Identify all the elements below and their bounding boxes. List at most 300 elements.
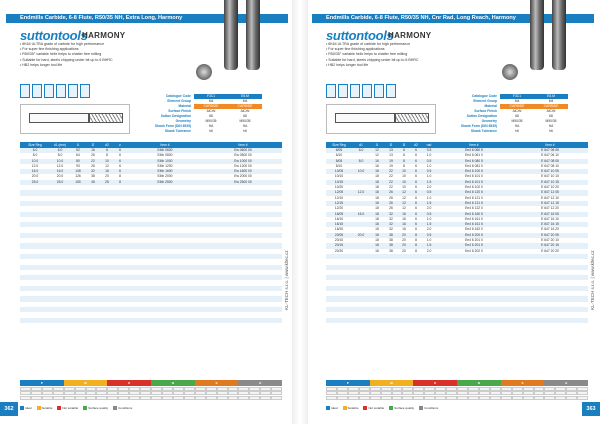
table-cell: 12.0 (31, 163, 39, 168)
table-cell: 8 (415, 243, 417, 248)
legend-item (57, 406, 78, 410)
material-cell (64, 396, 75, 400)
table-cell: 20/10 (334, 238, 344, 243)
spec-value-2: E6.M (534, 94, 568, 99)
table-cell: 22 (91, 158, 95, 163)
spec-value-1: CARBIDE (194, 104, 228, 109)
spec-value-1: M50/35 (205, 119, 217, 123)
table-cell: 32 (389, 222, 393, 227)
table-cell: 20 (402, 248, 406, 253)
table-cell: 18 (375, 216, 379, 221)
table-cell: 20/15 (334, 243, 344, 248)
table-cell: 6 (415, 185, 417, 190)
table-cell: 20.0 (357, 232, 365, 237)
table-cell: E 647 20 05 (541, 232, 559, 237)
table-cell: 16/10 (334, 216, 344, 221)
material-group: S (501, 380, 545, 386)
catalog-page-right (312, 0, 594, 424)
table-cell: 38 (91, 174, 95, 179)
table-cell: 16 (402, 216, 406, 221)
feature-list (20, 42, 170, 68)
table-cell: 2.0 (426, 227, 432, 232)
material-cell (523, 396, 534, 400)
material-cell (490, 391, 501, 395)
table-cell: E4th 1200 (157, 163, 173, 168)
table-header-cell: l1 (375, 143, 379, 147)
material-row (326, 391, 588, 395)
table-cell: 6 (415, 148, 417, 152)
material-row (20, 396, 282, 400)
material-cell (173, 387, 184, 391)
material-cell (381, 387, 392, 391)
material-cell (337, 391, 348, 395)
material-header (326, 380, 588, 386)
tool-photo-2 (246, 0, 260, 70)
legend-item (326, 406, 338, 410)
material-cell (577, 391, 588, 395)
spec-label: Surface Finish (474, 109, 497, 113)
product-table (20, 142, 282, 328)
material-cell (402, 387, 413, 391)
material-cell (249, 387, 260, 391)
material-cell (479, 391, 490, 395)
table-cell: Ee4 6 121 5 (465, 200, 483, 205)
table-cell: 20/05 (334, 232, 344, 237)
material-cell (544, 396, 555, 400)
table-cell: 16.0 (357, 211, 365, 216)
spec-label: Material (178, 104, 191, 108)
spec-value-2: h6 (549, 129, 553, 133)
vertical-web-text: KL-TECH s.r.o. | www.kltec.cz (590, 250, 595, 310)
legend-label: Not suitable (62, 406, 79, 410)
table-cell: 18 (375, 206, 379, 211)
legend-swatch (83, 406, 87, 410)
material-cell (86, 391, 97, 395)
legend-label: Ideal (25, 406, 32, 410)
material-cell (217, 387, 228, 391)
legend (326, 406, 438, 410)
product-table (326, 142, 588, 328)
material-cell (96, 396, 107, 400)
legend-swatch (20, 406, 24, 410)
legend-swatch (57, 406, 61, 410)
material-cell (468, 396, 479, 400)
legend-item (389, 406, 414, 410)
spec-label: Shank Tolerance (164, 129, 191, 133)
table-cell: 32 (91, 169, 95, 174)
material-cell (228, 387, 239, 391)
table-cell: 6.0 (32, 148, 38, 152)
material-cell (435, 396, 446, 400)
legend-swatch (343, 406, 347, 410)
material-suitability-chart (326, 380, 588, 400)
table-cell: 32 (389, 216, 393, 221)
feature-item: • R50/35° variable helix helps to chatter free milling (20, 52, 102, 57)
table-cell: 19 (389, 163, 393, 168)
table-cell: E 647 20 20 (541, 248, 559, 253)
table-cell: 8 (119, 179, 121, 184)
material-cell (555, 391, 566, 395)
table-cell: 12 (402, 190, 406, 195)
material-cell (129, 396, 140, 400)
material-cell (566, 391, 577, 395)
material-cell (151, 391, 162, 395)
material-cell (577, 396, 588, 400)
material-group: S (195, 380, 239, 386)
table-cell: 8 (119, 174, 121, 179)
legend (20, 406, 132, 410)
table-header-cell: Size Reg (28, 143, 42, 147)
material-cell (337, 396, 348, 400)
material-cell (534, 396, 545, 400)
flute-icon (56, 84, 66, 98)
legend-item (419, 406, 438, 410)
material-cell (195, 391, 206, 395)
table-cell: Ee4 6 202 0 (465, 248, 483, 253)
table-cell: E 647 16 20 (541, 227, 559, 232)
material-suitability-chart (20, 380, 282, 400)
table-cell: Ee4 6 102 0 (465, 185, 483, 190)
legend-item (20, 406, 32, 410)
table-cell: Ew 1600 00 (234, 169, 252, 174)
material-cell (140, 391, 151, 395)
table-cell: 22 (389, 179, 393, 184)
material-cell (534, 387, 545, 391)
material-group: M (370, 380, 414, 386)
table-cell: 1.0 (426, 216, 432, 221)
material-cell (173, 391, 184, 395)
material-group: H (544, 380, 588, 386)
table-cell: 126 (75, 174, 81, 179)
spec-label: Surface Finish (168, 109, 191, 113)
table-cell: 1.5 (426, 243, 432, 248)
legend-label: Suitable (347, 406, 359, 410)
material-row (326, 396, 588, 400)
table-cell: Ee4 6 161 0 (465, 216, 483, 221)
spec-value-2: E6.M (228, 94, 262, 99)
table-header-cell: l3 (402, 143, 406, 147)
table-cell: E 647 08 05 (541, 158, 559, 163)
legend-label: Conditions (118, 406, 133, 410)
material-cell (370, 387, 381, 391)
material-cell (107, 387, 118, 391)
diagram-shank (29, 113, 89, 123)
table-cell: 20 (105, 174, 109, 179)
material-cell (195, 396, 206, 400)
material-cell (75, 387, 86, 391)
material-row (326, 387, 588, 391)
feature-item: • Suitable for hard, steels chipping under bit up to 6 BHRC (326, 57, 419, 62)
material-cell (337, 387, 348, 391)
table-cell: 10.0 (357, 169, 365, 174)
table-cell: 16 (375, 158, 379, 163)
table-header-cell: rad (426, 143, 432, 147)
table-cell: 18 (375, 169, 379, 174)
material-cell (402, 396, 413, 400)
spec-value-2: CARBIDE (534, 104, 568, 109)
material-cell (249, 396, 260, 400)
table-cell: 10/15 (334, 179, 344, 184)
table-cell: 8 (415, 248, 417, 253)
material-cell (162, 396, 173, 400)
material-cell (206, 387, 217, 391)
table-header-cell: d2 (105, 143, 109, 147)
material-cell (140, 387, 151, 391)
material-cell (271, 387, 282, 391)
material-cell (118, 387, 129, 391)
table-cell: 108 (75, 169, 81, 174)
spec-value-2: M4 (548, 99, 554, 103)
table-cell: 8.0 (358, 158, 364, 163)
spec-value-1: h6 (515, 129, 519, 133)
table-cell: E4th 0600 (157, 148, 173, 152)
material-cell (544, 387, 555, 391)
table-cell: 8.0 (32, 153, 38, 158)
table-cell: 0.5 (426, 169, 432, 174)
table-cell: 8 (106, 153, 108, 158)
feature-icons (20, 84, 90, 100)
helix-icon (350, 84, 360, 98)
spec-value-2: M50/35 (239, 119, 251, 123)
tolerance-icon (80, 84, 90, 98)
material-cell (217, 391, 228, 395)
table-cell: Ee4 6 162 0 (465, 227, 483, 232)
material-cell (173, 396, 184, 400)
table-header-cell: d2 (414, 143, 418, 147)
tool-photo-2 (552, 0, 566, 70)
spec-value-1: 68 (209, 114, 213, 118)
material-cell (326, 387, 337, 391)
table-row[interactable] (326, 249, 588, 254)
table-cell: 2.0 (426, 206, 432, 211)
material-cell (512, 387, 523, 391)
table-cell: E 647 12 05 (541, 190, 559, 195)
table-cell: E 647 16 15 (541, 222, 559, 227)
material-cell (217, 396, 228, 400)
table-cell: 20 (402, 232, 406, 237)
material-cell (151, 396, 162, 400)
table-cell: 6 (415, 211, 417, 216)
table-cell: 10/20 (334, 185, 344, 190)
spec-value-2: HA (242, 124, 248, 128)
spec-label: Element Group (167, 99, 191, 103)
material-cell (348, 396, 359, 400)
feature-icons (326, 84, 396, 100)
carbide-icon (20, 84, 30, 98)
table-header-cell: Item # (545, 143, 555, 147)
table-cell: 18 (375, 248, 379, 253)
table-header-cell: z (119, 143, 121, 147)
material-cell (64, 391, 75, 395)
diagram-shank (335, 113, 395, 123)
table-cell: 22 (389, 169, 393, 174)
table-cell: 1.0 (426, 163, 432, 168)
table-cell: 10 (402, 169, 406, 174)
table-cell: Ew 1000 00 (234, 158, 252, 163)
table-cell: Ee4 6 080 5 (465, 158, 483, 163)
spec-value-1: AlCrN (512, 109, 522, 113)
table-cell: 25.0 (31, 179, 39, 184)
spec-label: Sutton Designation (466, 114, 497, 118)
table-cell: 6 (403, 153, 405, 158)
shank-icon (68, 84, 78, 98)
material-cell (544, 391, 555, 395)
table-cell: 20.0 (31, 174, 39, 179)
material-cell (260, 391, 271, 395)
table-header-cell: d1 (mm) (53, 143, 67, 147)
table-cell: 6 (415, 153, 417, 158)
table-cell: E 647 06 05 (541, 148, 559, 152)
material-group: K (413, 380, 457, 386)
table-cell: E 647 16 05 (541, 211, 559, 216)
table-cell: 12/05 (334, 190, 344, 195)
material-cell (31, 387, 42, 391)
flute-icon (362, 84, 372, 98)
table-header-cell: l2 (91, 143, 95, 147)
tool-dimension-diagram (326, 104, 436, 134)
table-cell: E 647 10 20 (541, 185, 559, 190)
material-cell (195, 387, 206, 391)
material-cell (326, 396, 337, 400)
material-cell (184, 387, 195, 391)
table-cell: E4th 0800 (157, 153, 173, 158)
table-cell: 2.0 (426, 185, 432, 190)
legend-label: Not suitable (368, 406, 385, 410)
spec-table (444, 94, 584, 134)
table-cell: 10.0 (56, 158, 64, 163)
table-cell: 2.0 (426, 248, 432, 253)
material-cell (555, 396, 566, 400)
table-cell: 18 (375, 200, 379, 205)
spec-label: Catalogue Code (165, 94, 191, 98)
feature-item: • R50/35° variable helix helps to chatter free milling (326, 52, 408, 57)
material-cell (446, 391, 457, 395)
table-cell: 26 (91, 153, 95, 158)
table-cell: 20 (402, 238, 406, 243)
table-cell: 6 (119, 163, 121, 168)
table-cell: 12/15 (334, 200, 344, 205)
material-cell (359, 396, 370, 400)
spec-value-2: CARBIDE (228, 104, 262, 109)
material-cell (260, 396, 271, 400)
spec-value-1: HA (514, 124, 520, 128)
table-cell: E 647 10 10 (541, 174, 559, 179)
spec-value-1: M4 (208, 99, 214, 103)
table-cell: 10/05 (334, 169, 344, 174)
material-group: H (238, 380, 282, 386)
table-cell: 64 (76, 153, 80, 158)
material-cell (184, 391, 195, 395)
diagram-flute (395, 113, 429, 123)
table-cell: 18 (375, 195, 379, 200)
table-cell: 93 (76, 163, 80, 168)
spec-value-1: CARBIDE (500, 104, 534, 109)
legend-label: Ideal (331, 406, 338, 410)
table-cell: 12/20 (334, 206, 344, 211)
material-cell (107, 391, 118, 395)
material-row (20, 387, 282, 391)
material-cell (86, 387, 97, 391)
table-body (326, 148, 588, 328)
material-cell (523, 391, 534, 395)
page-header: Endmills Carbide, 6-8 Flute, R50/35 NH, Cnr Rad, Long Reach, Harmony (312, 14, 594, 23)
table-cell: 12/10 (334, 195, 344, 200)
table-cell: 6 (415, 179, 417, 184)
table-cell: 10 (402, 174, 406, 179)
spec-value-2: AlCrN (546, 109, 556, 113)
feature-item: • HB2 helps longer tool life (326, 62, 369, 67)
coating-icon (338, 84, 348, 98)
table-cell: 6.0 (358, 148, 364, 152)
material-cell (271, 391, 282, 395)
coating-icon (32, 84, 42, 98)
material-cell (238, 396, 249, 400)
material-group: N (457, 380, 501, 386)
table-cell: 1.0 (426, 174, 432, 179)
table-header-cell: l1 (76, 143, 80, 147)
table-cell: 1.0 (426, 195, 432, 200)
tolerance-icon (386, 84, 396, 98)
table-cell: 52 (76, 148, 80, 152)
material-cell (512, 396, 523, 400)
legend-swatch (37, 406, 41, 410)
material-cell (53, 396, 64, 400)
table-cell: Ew 2000 00 (234, 174, 252, 179)
material-cell (512, 391, 523, 395)
feature-item: • 6K64 ULTRA grade of carbide for high performance (326, 42, 411, 46)
feature-item: • 6K64 ULTRA grade of carbide for high performance (20, 42, 105, 46)
table-cell: Ew 0800 00 (234, 153, 252, 158)
table-cell: 26 (389, 206, 393, 211)
table-header-cell: Item # (238, 143, 248, 147)
table-cell: 6 (415, 169, 417, 174)
table-cell: 22 (389, 185, 393, 190)
table-header-cell: Item # (469, 143, 479, 147)
table-cell: E4th 2000 (157, 174, 173, 179)
table-cell: 12 (402, 200, 406, 205)
table-cell: 16 (105, 169, 109, 174)
material-cell (20, 387, 31, 391)
spec-value-2: h6 (243, 129, 247, 133)
table-cell: 8 (415, 232, 417, 237)
table-row[interactable] (20, 180, 282, 185)
table-cell: Ee4 6 081 0 (465, 163, 483, 168)
table-cell: 10.0 (31, 158, 39, 163)
material-cell (184, 396, 195, 400)
material-cell (118, 391, 129, 395)
spec-value-1: M4 (514, 99, 520, 103)
material-cell (31, 391, 42, 395)
material-cell (359, 391, 370, 395)
spec-label: Shank Form (DIN 6535) (460, 124, 497, 128)
material-cell (566, 396, 577, 400)
spec-value-1: F3C1 (500, 94, 534, 99)
table-cell: 6/10 (335, 153, 343, 158)
legend-item (37, 406, 53, 410)
spec-value-1: h6 (209, 129, 213, 133)
table-cell: 25 (105, 179, 109, 184)
brand-logo: suttontools (20, 28, 88, 43)
table-cell: 1.0 (426, 153, 432, 158)
legend-swatch (389, 406, 393, 410)
table-cell: E4th 1000 (157, 158, 173, 163)
material-cell (424, 391, 435, 395)
material-cell (42, 387, 53, 391)
table-header-cell: Item # (160, 143, 170, 147)
material-cell (435, 391, 446, 395)
table-cell: 150 (75, 179, 81, 184)
spec-row (138, 129, 278, 134)
